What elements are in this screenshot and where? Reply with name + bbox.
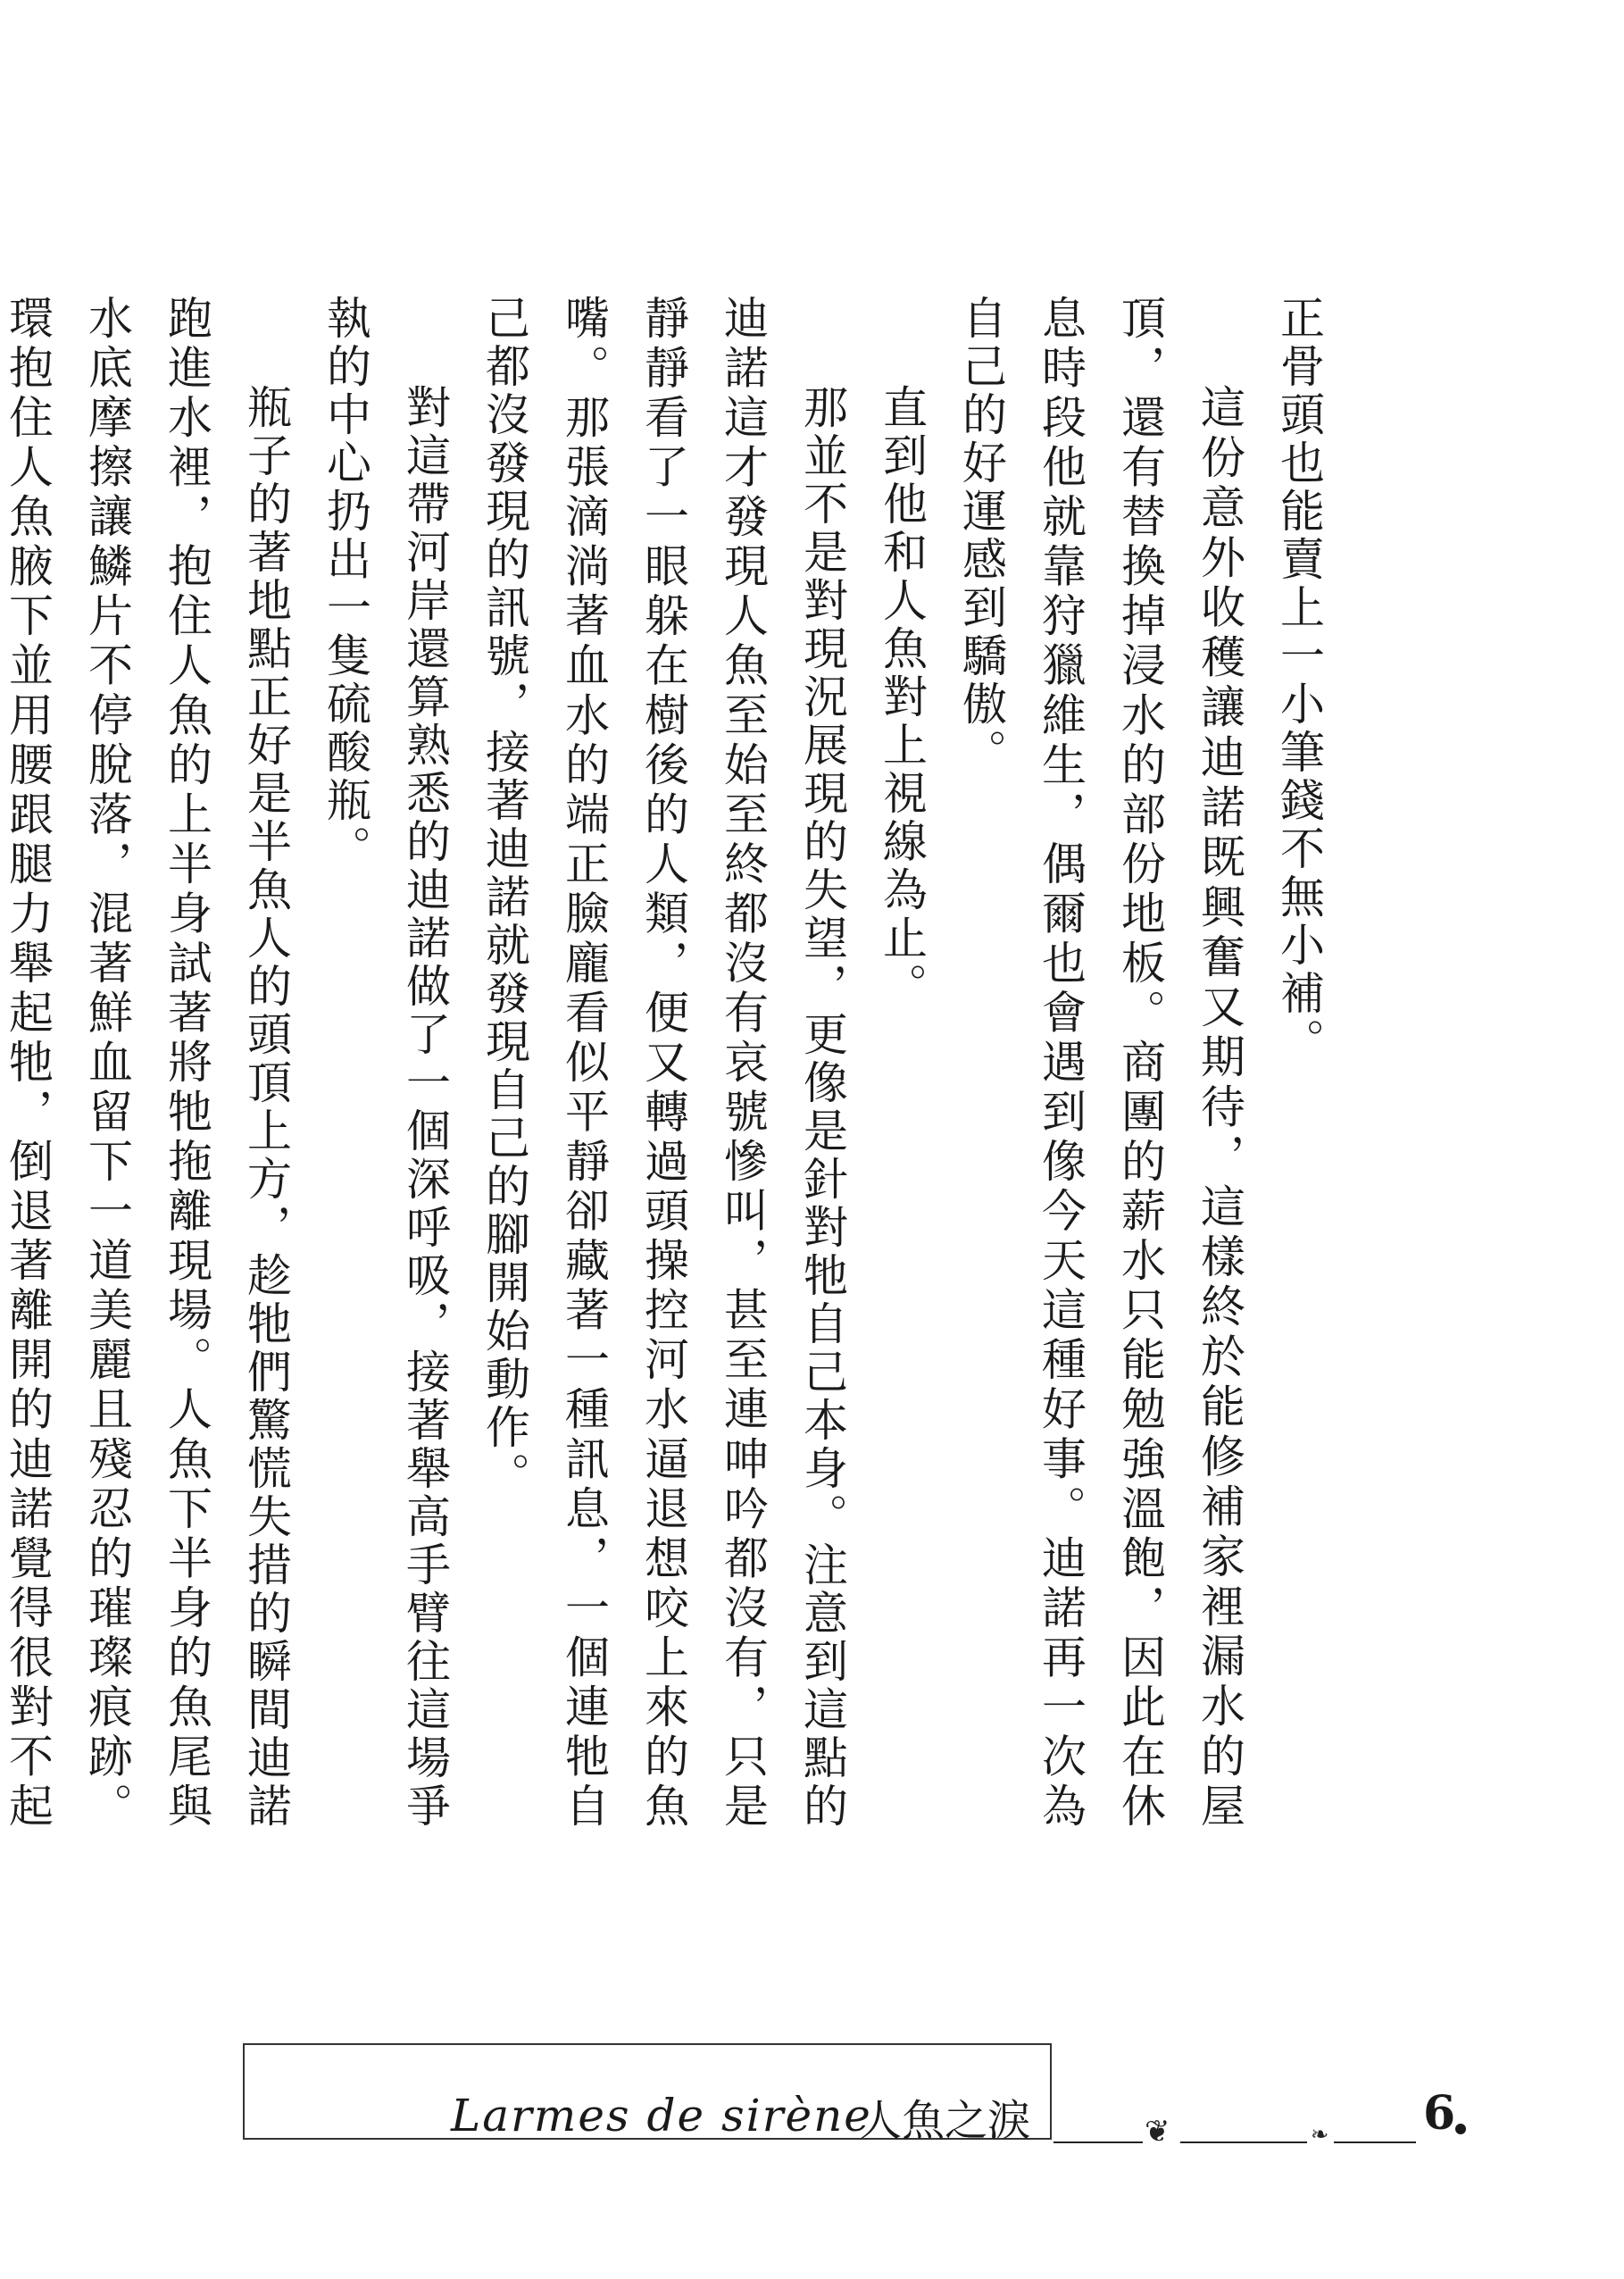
paragraph-1: 正骨頭也能賣上一小筆錢不無小補。 [1273, 295, 1325, 1066]
paragraph-5: 對這帶河岸還算熟悉的迪諾做了一個深呼吸，接著舉高手臂往這場爭執的中心扔出一隻硫酸瓶。 [320, 295, 451, 1831]
paragraph-3: 直到他和人魚對上視線為止。 [876, 384, 928, 1011]
page-number: 6 [1423, 2086, 1456, 2141]
footer-title-chinese: 人魚之淚 [859, 2096, 1031, 2146]
ornament-line-middle [1180, 2141, 1307, 2143]
paragraph-4: 那並不是對現況展現的失望，更像是針對牠自己本身。注意到這點的迪諾這才發現人魚至始至終都沒有哀號慘叫，甚至連呻吟都沒有，只是靜靜看了一眼躲在樹後的人類，便又轉過頭操控河水逼退想咬上來的魚嘴。那張滴淌著血水的端正臉龐看似平靜卻藏著一種訊息，一個連牠自己都沒發現的訊號，接著迪諾就發現自己的腳開始動作。 [479, 295, 848, 1831]
small-flourish-icon: ❧ [1311, 2122, 1329, 2147]
paragraph-2: 這份意外收穫讓迪諾既興奮又期待，這樣終於能修補家裡漏水的屋頂，還有替換掉浸水的部份地板。商團的薪水只能勉強溫飽，因此在休息時段他就靠狩獵維生，偶爾也會遇到像今天這種好事。迪諾再一次為自己的好運感到驕傲。 [955, 295, 1245, 1831]
footer-title-script: Larmes de sirène [451, 2090, 872, 2141]
ornament-line-left [1054, 2141, 1143, 2143]
fleuron-ornament-icon: ❦ [1145, 2114, 1170, 2150]
ornament-line-right [1334, 2141, 1416, 2143]
body-text [2, 295, 1338, 1831]
page-number-dot-icon [1455, 2124, 1466, 2134]
paragraph-6: 瓶子的著地點正好是半魚人的頭頂上方，趁牠們驚慌失措的瞬間迪諾跑進水裡，抱住人魚的上半身試著將牠拖離現場。人魚下半身的魚尾與水底摩擦讓鱗片不停脫落，混著鮮血留下一道美麗且殘忍的璀璨痕跡。環抱住人魚腋下並用腰跟腿力舉起牠，倒退著離開的迪諾覺得很對不起 [2, 295, 292, 1831]
